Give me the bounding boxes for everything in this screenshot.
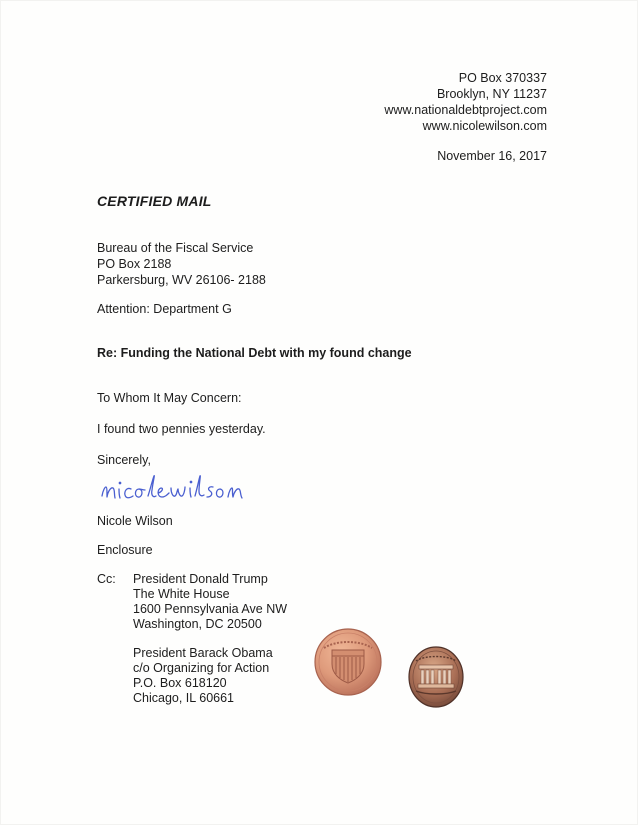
handwritten-signature: [98, 470, 248, 510]
cc-recipient-trump: [133, 572, 287, 632]
certified-mail-heading: CERTIFIED MAIL: [97, 193, 212, 209]
closing: Sincerely,: [97, 453, 151, 467]
enclosure-line: Enclosure: [97, 543, 153, 557]
sender-po-box: PO Box 370337: [458, 71, 547, 85]
recipient-city: Parkersburg, WV 26106- 2188: [97, 273, 266, 287]
cc-recipient-line: President Donald Trump: [133, 572, 268, 586]
cc-recipient-line: c/o Organizing for Action: [133, 661, 270, 675]
recipient-po-box: PO Box 2188: [97, 257, 172, 271]
cc-recipient-line: Chicago, IL 60661: [133, 691, 235, 705]
penny-memorial-image: [406, 645, 466, 709]
cc-recipient-line: President Barack Obama: [133, 646, 273, 660]
subject-line: Re: Funding the National Debt with my found change: [97, 346, 412, 360]
letter-date: November 16, 2017: [437, 149, 547, 163]
sender-website-1: www.nationaldebtproject.com: [384, 103, 547, 117]
salutation: To Whom It May Concern:: [97, 391, 242, 405]
body-text: I found two pennies yesterday.: [97, 422, 266, 436]
recipient-name: Bureau of the Fiscal Service: [97, 241, 254, 255]
penny-shield-image: [312, 626, 384, 698]
sender-city: Brooklyn, NY 11237: [436, 87, 547, 101]
cc-recipient-line: P.O. Box 618120: [133, 676, 227, 690]
attention-line: Attention: Department G: [97, 302, 232, 316]
cc-recipient-line: The White House: [133, 587, 230, 601]
cc-recipient-line: 1600 Pennsylvania Ave NW: [133, 602, 288, 616]
sender-website-2: www.nicolewilson.com: [422, 119, 547, 133]
cc-recipient-obama: [133, 646, 273, 706]
signer-name: Nicole Wilson: [97, 514, 173, 528]
cc-recipient-line: Washington, DC 20500: [133, 617, 262, 631]
cc-label: Cc:: [97, 572, 116, 586]
